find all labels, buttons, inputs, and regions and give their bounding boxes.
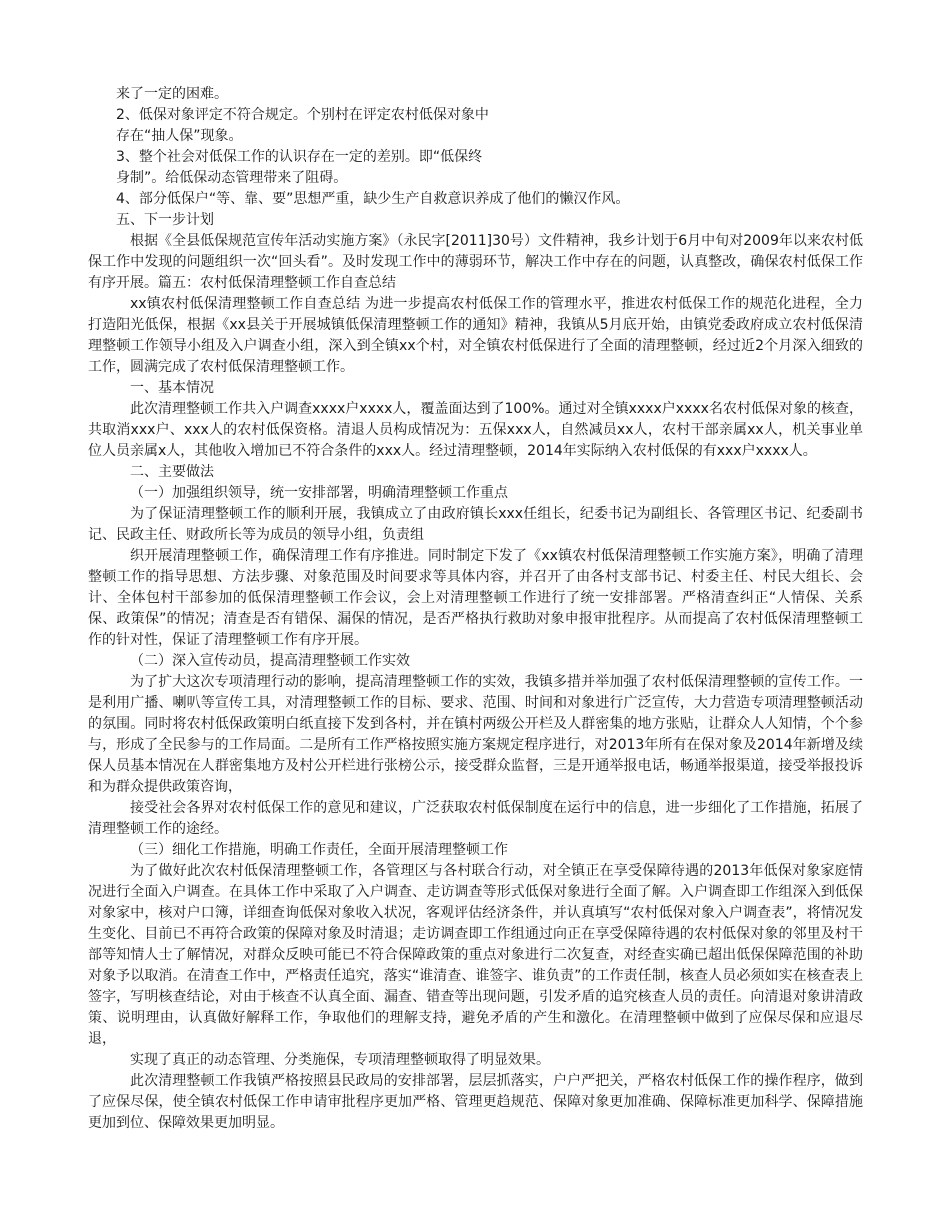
paragraph: 织开展清理整顿工作，确保清理工作有序推进。同时制定下发了《xx镇农村低保清理整顿工作实施方案》，明确了清理整顿工作的指导思想、方法步骤、对象范围及时间要求等具体内容，并召开了由各村支部书记、村委主任、村民大组长、会计、全体包村干部参加的低保清理整顿工作会议，会上对清理整顿工作进行了统一安排部署。严格清查纠正“人情保、关系保、政策保”的情况；清查是否有错保、漏保的情况，是否严格执行救助对象申报审批程序。从而提高了农村低保清理整顿工作的针对性，保证了清理整顿工作有序开展。 [88, 548, 863, 648]
paragraph: 此次清理整顿工作共入户调查xxxx户xxxx人，覆盖面达到了100%。通过对全镇xxxx户xxxx名农村低保对象的核查，共取消xxx户、xxx人的农村低保资格。清退人员构成情况为：五保xxx人，自然减员xx人，农村干部亲属xx人，机关事业单位人员亲属x人，其他收入增加已不符合条件的xxx人。经过清理整顿，2014年实际纳入农村低保的有xxx户xxxx人。 [88, 401, 863, 459]
paragraph: 存在“抽人保”现象。 [116, 128, 243, 144]
paragraph: 4、部分低保户“等、靠、要”思想严重，缺少生产自救意识养成了他们的懒汉作风。 [116, 191, 630, 207]
paragraph: 为了做好此次农村低保清理整顿工作，各管理区与各村联合行动，对全镇正在享受保障待遇的2013年低保对象家庭情况进行全面入户调查。在具体工作中采取了入户调查、走访调查等形式低保对象进行全面了解。入户调查即工作组深入到低保对象家中，核对户口簿，详细查询低保对象收入状况，客观评估经济条件，并认真填写“农村低保对象入户调查表”，将情况发生变化、目前已不再符合政策的保障对象及时清退；走访调查即工作组通过向正在享受保障待遇的农村低保对象的邻里及村干部等知情人士了解情况，对群众反映可能已不符合保障政策的重点对象进行二次复查，对经查实确已超出低保保障范围的补助对象予以取消。在清查工作中，严格责任追究，落实“谁清查、谁签字、谁负责”的工作责任制，核查人员必须如实在核查表上签字，写明核查结论，对由于核查不认真全面、漏查、错查等出现问题，引发矛盾的追究核查人员的责任。向清退对象讲清政策、说明理由，认真做好解释工作，争取他们的理解支持，避免矛盾的产生和激化。在清理整顿中做到了应保尽保和应退尽退， [88, 863, 863, 1047]
paragraph: 身制”。给低保动态管理带来了阻碍。 [116, 170, 348, 186]
paragraph: 2、低保对象评定不符合规定。个别村在评定农村低保对象中 [116, 107, 489, 123]
paragraph: 为了保证清理整顿工作的顺利开展，我镇成立了由政府镇长xxx任组长，纪委书记为副组长、各管理区书记、纪委副书记、民政主任、财政所长等为成员的领导小组，负责组 [88, 506, 863, 543]
paragraph: xx镇农村低保清理整顿工作自查总结 为进一步提高农村低保工作的管理水平，推进农村低保工作的规范化进程，全力打造阳光低保，根据《xx县关于开展城镇低保清理整顿工作的通知》精神，我镇从5月底开始，由镇党委政府成立农村低保清理整顿工作领导小组及入户调查小组，深入到全镇xx个村，对全镇农村低保进行了全面的清理整顿，经过近2个月深入细致的工作，圆满完成了农村低保清理整顿工作。 [88, 296, 863, 375]
paragraph: 此次清理整顿工作我镇严格按照县民政局的安排部署，层层抓落实，户户严把关，严格农村低保工作的操作程序，做到了应保尽保，使全镇农村低保工作申请审批程序更加严格、管理更趋规范、保障对象更加准确、保障标准更加科学、保障措施更加到位、保障效果更加明显。 [88, 1073, 863, 1131]
paragraph: 根据《全县低保规范宣传年活动实施方案》（永民字[2011]30号）文件精神，我乡计划于6月中旬对2009年以来农村低保工作中发现的问题组织一次“回头看”。及时发现工作中的薄弱环节，解决工作中存在的问题，认真整改，确保农村低保工作有序开展。篇五：农村低保清理整顿工作自查总结 [88, 233, 863, 291]
paragraph: 为了扩大这次专项清理行动的影响，提高清理整顿工作的实效，我镇多措并举加强了农村低保清理整顿的宣传工作。一是利用广播、喇叭等宣传工具，对清理整顿工作的目标、要求、范围、时间和对象进行广泛宣传，大力营造专项清理整顿活动的氛围。同时将农村低保政策明白纸直接下发到各村，并在镇村两级公开栏及人群密集的地方张贴，让群众人人知情，个个参与，形成了全民参与的工作局面。二是所有工作严格按照实施方案规定程序进行，对2013年所有在保对象及2014年新增及续保人员基本情况在人群密集地方及村公开栏进行张榜公示，接受群众监督，三是开通举报电话，畅通举报渠道，接受举报投诉和为群众提供政策咨询， [88, 674, 863, 795]
subsection-heading: （三）细化工作措施，明确工作责任，全面开展清理整顿工作 [130, 842, 508, 858]
paragraph: 实现了真正的动态管理、分类施保，专项清理整顿取得了明显效果。 [130, 1052, 550, 1068]
subsection-heading: （一）加强组织领导，统一安排部署，明确清理整顿工作重点 [130, 485, 508, 501]
section-heading: 二、主要做法 [130, 464, 214, 480]
paragraph: 来了一定的困难。 [116, 86, 228, 102]
document-body [88, 84, 863, 1134]
paragraph: 接受社会各界对农村低保工作的意见和建议，广泛获取农村低保制度在运行中的信息，进一步细化了工作措施，拓展了清理整顿工作的途经。 [88, 800, 863, 837]
paragraph: 3、整个社会对低保工作的认识存在一定的差别。即“低保终 [116, 149, 483, 165]
section-heading: 一、基本情况 [130, 380, 214, 396]
section-heading: 五、下一步计划 [116, 212, 214, 228]
subsection-heading: （二）深入宣传动员，提高清理整顿工作实效 [130, 653, 410, 669]
